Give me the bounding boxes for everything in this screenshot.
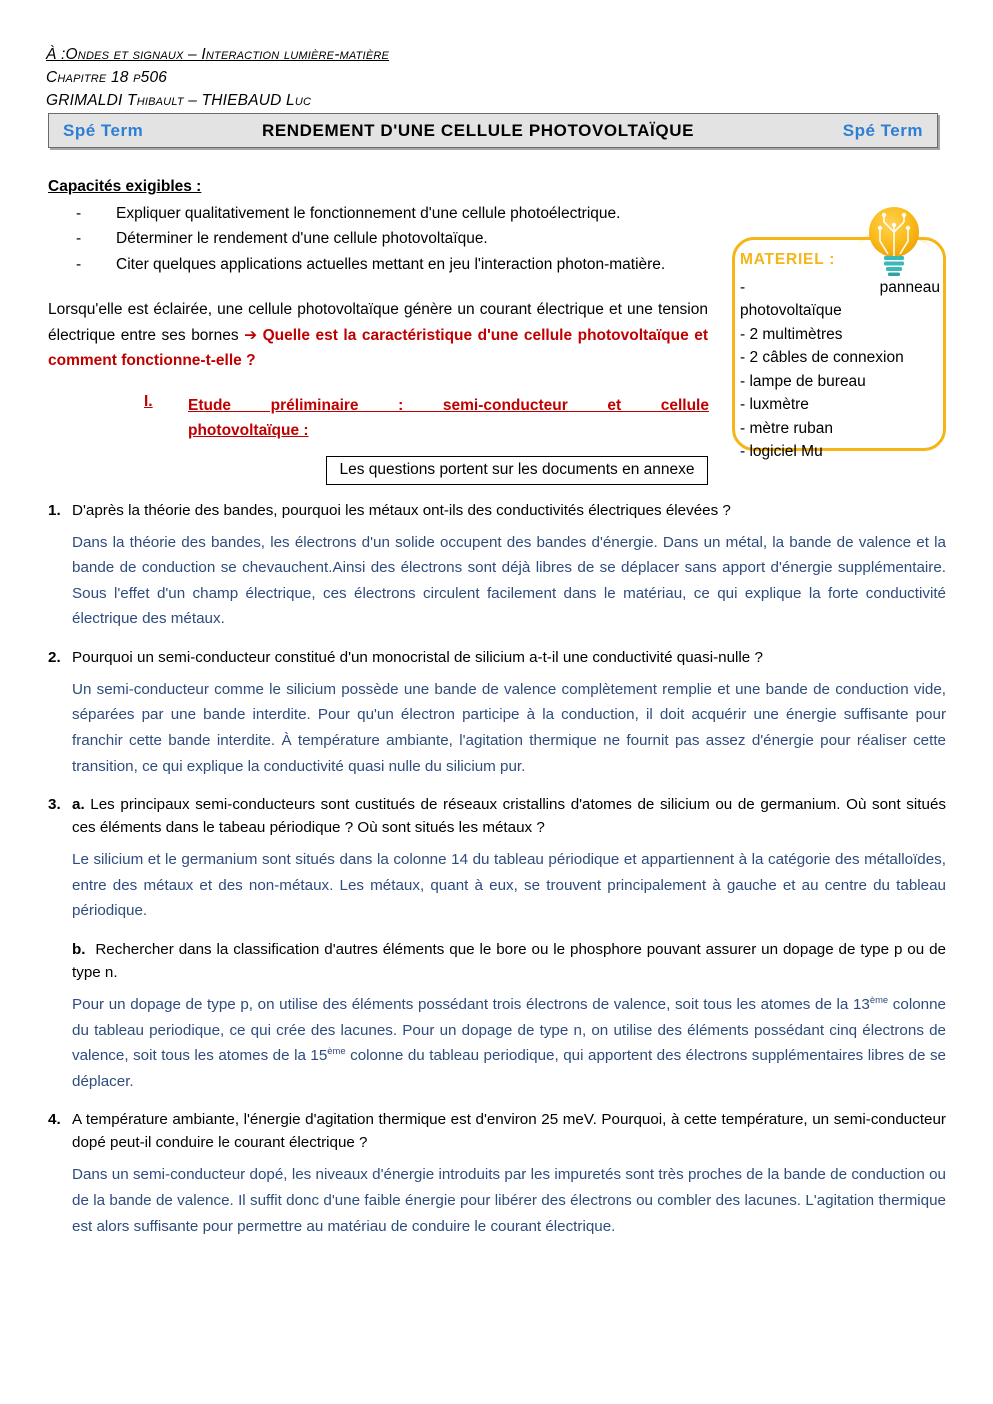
capacites-list xyxy=(48,202,716,277)
answer-3b-part3: colonne du tableau periodique, qui apportent des électrons supplémentaires libres de se déplacer. xyxy=(72,1047,946,1090)
materiel-dash: - xyxy=(740,278,746,296)
materiel-item-lampe: - lampe de bureau xyxy=(740,372,866,390)
capacites-item-label: Citer quelques applications actuelles mettant en jeu l'interaction photon-matière. xyxy=(116,255,666,273)
materiel-item-luxmetre: - luxmètre xyxy=(740,396,809,414)
answer-3b-sup2: ème xyxy=(327,1045,346,1057)
question-text: Pourquoi un semi-conducteur constitué d'un monocristal de silicium a-t-il une conductivité quasi-nulle ? xyxy=(72,648,763,666)
section-title-line2: photovoltaïque : xyxy=(188,422,309,440)
intro-paragraph xyxy=(48,297,708,372)
page-title: RENDEMENT D'UNE CELLULE PHOTOVOLTAÏQUE xyxy=(261,120,695,140)
annexe-note-wrapper xyxy=(48,456,946,485)
answer-3b-part1: Pour un dopage de type p, on utilise des éléments possédant trois électrons de valence, soit tous les atomes de la 13 xyxy=(72,996,870,1014)
question-4 xyxy=(48,1108,946,1154)
capacites-item xyxy=(76,253,716,277)
meta-subject-line xyxy=(46,44,746,67)
banner-left-label: Spé Term xyxy=(63,120,144,140)
materiel-item-logiciel: - logiciel Mu xyxy=(740,443,823,461)
materiel-item-multimetres: - 2 multimètres xyxy=(740,325,843,343)
materiel-item-cables: - 2 câbles de connexion xyxy=(740,349,904,367)
annexe-note: Les questions portent sur les documents en annexe xyxy=(326,456,707,485)
question-text xyxy=(72,938,946,984)
answer-1: Dans la théorie des bandes, les électrons d'un solide occupent des bandes d'énergie. Dans un métal, la bande de valence et la bande de conduction se chevauchent.Ainsi des électrons sont déjà libres de se déplacer sans apport d'énergie supplémentaire. Sous l'effet d'un champ électrique, ces électrons circulent facilement dans le matériau, ce qui explique la forte conductivité électrique des métaux. xyxy=(72,533,946,628)
question-body-text: Les principaux semi-conducteurs sont custitués de réseaux cristallins d'atomes de silicium ou de germanium. Où sont situés ces éléments dans le tabeau périodique ? Où sont situés les métaux ? xyxy=(72,796,946,837)
answer-2: Un semi-conducteur comme le silicium possède une bande de valence complètement remplie et une bande de conduction vide, séparées par une bande interdite. Pour qu'un électron participe à la conduction, il doit acquérir une énergie suffisante pour franchir cette bande interdite. À température ambiante, l'agitation thermique ne fournit pas assez d'énergie pour réaliser cette transition, ce qui explique la conductivité quasi nulle du silicium pur. xyxy=(72,680,946,775)
document-metadata xyxy=(46,44,746,112)
banner-right-label: Spé Term xyxy=(842,120,923,140)
answer-3b-sup1: ème xyxy=(869,994,889,1005)
question-subletter: b. xyxy=(72,940,86,958)
meta-authors-line: GRIMALDI Thibault – THIEBAUD Luc xyxy=(46,91,312,109)
question-text: D'après la théorie des bandes, pourquoi les métaux ont-ils des conductivités électriques élevées ? xyxy=(72,501,731,519)
intro-question-red: Quelle est la caractéristique d'une cellule photovoltaïque et comment fonctionne-t-elle ? xyxy=(48,326,708,369)
capacites-item-label: Déterminer le rendement d'une cellule photovoltaïque. xyxy=(116,230,488,248)
intro-black-text: Lorsqu'elle est éclairée, une cellule photovoltaïque génère un courant électrique et une tension électrique entre ses bornes xyxy=(48,301,708,344)
materiel-item-metre-ruban: - mètre ruban xyxy=(740,419,834,437)
answer-3b-part2: colonne du tableau periodique, ce qui crée des lacunes. Pour un dopage de type n, on utilise des éléments possédant cinq électrons de valence, soit tous les atomes de la 15 xyxy=(72,996,946,1065)
title-banner xyxy=(48,113,938,148)
question-text xyxy=(72,793,946,839)
question-body-text: Rechercher dans la classification d'autres éléments que le bore ou le phosphore pouvant assurer un dopage de type p ou de type n. xyxy=(72,940,946,981)
list-dash: - xyxy=(76,230,82,248)
section-title-line1: Etude préliminaire : semi-conducteur et cellule xyxy=(188,396,709,414)
capacites-item xyxy=(76,227,716,251)
question-number: 2. xyxy=(48,648,61,666)
section-title xyxy=(188,393,709,444)
answer-3a: Le silicium et le germanium sont situés dans la colonne 14 du tableau périodique et appartiennent à la catégorie des métalloïdes, entre des métaux et des non-métaux. Les métaux, quant à eux, se trouvent principalement à gauche et au centre du tableau périodique. xyxy=(72,851,946,920)
question-number: 1. xyxy=(48,501,61,519)
answer-4: Dans un semi-conducteur dopé, les niveaux d'énergie introduits par les impuretés sont très proches de la bande de conduction ou de la bande de valence. Il suffit donc d'une faible énergie pour libérer des électrons ou combler des lacunes. L'agitation thermique est alors suffisante pour permettre au matériau de conduire le courant électrique. xyxy=(72,1166,946,1235)
main-content xyxy=(48,178,946,1239)
questions-answers xyxy=(48,499,946,1239)
question-3a xyxy=(48,793,946,839)
capacites-item-label: Expliquer qualitativement le fonctionnement d'une cellule photoélectrique. xyxy=(116,205,621,222)
section-number: I. xyxy=(144,392,153,410)
answer-3b xyxy=(72,992,946,1094)
section-heading-1 xyxy=(144,393,709,444)
question-number: 4. xyxy=(48,1111,61,1129)
capacites-item xyxy=(76,202,716,226)
question-subletter: a. xyxy=(72,796,85,814)
question-2 xyxy=(48,646,946,669)
question-number xyxy=(48,938,72,984)
capacites-title: Capacités exigibles : xyxy=(48,178,202,195)
question-3b xyxy=(48,938,946,984)
meta-chapter-line: Chapitre 18 p506 xyxy=(46,68,168,86)
meta-subject-text: À :Ondes et signaux – Interaction lumière-matière xyxy=(46,46,390,63)
materiel-item-panneau-wrap: photovoltaïque xyxy=(740,302,842,320)
question-1 xyxy=(48,499,946,522)
question-number: 3. xyxy=(48,796,61,814)
list-dash: - xyxy=(76,255,82,273)
arrow-icon: ➔ xyxy=(244,326,258,344)
materiel-item-panneau-label: panneau xyxy=(879,278,940,296)
list-dash: - xyxy=(76,205,82,222)
materiel-title: MATERIEL : xyxy=(740,251,836,268)
question-text: A température ambiante, l'énergie d'agitation thermique est d'environ 25 meV. Pourquoi, à cette température, un semi-conducteur dopé peut-il conduire le courant électrique ? xyxy=(72,1111,946,1152)
